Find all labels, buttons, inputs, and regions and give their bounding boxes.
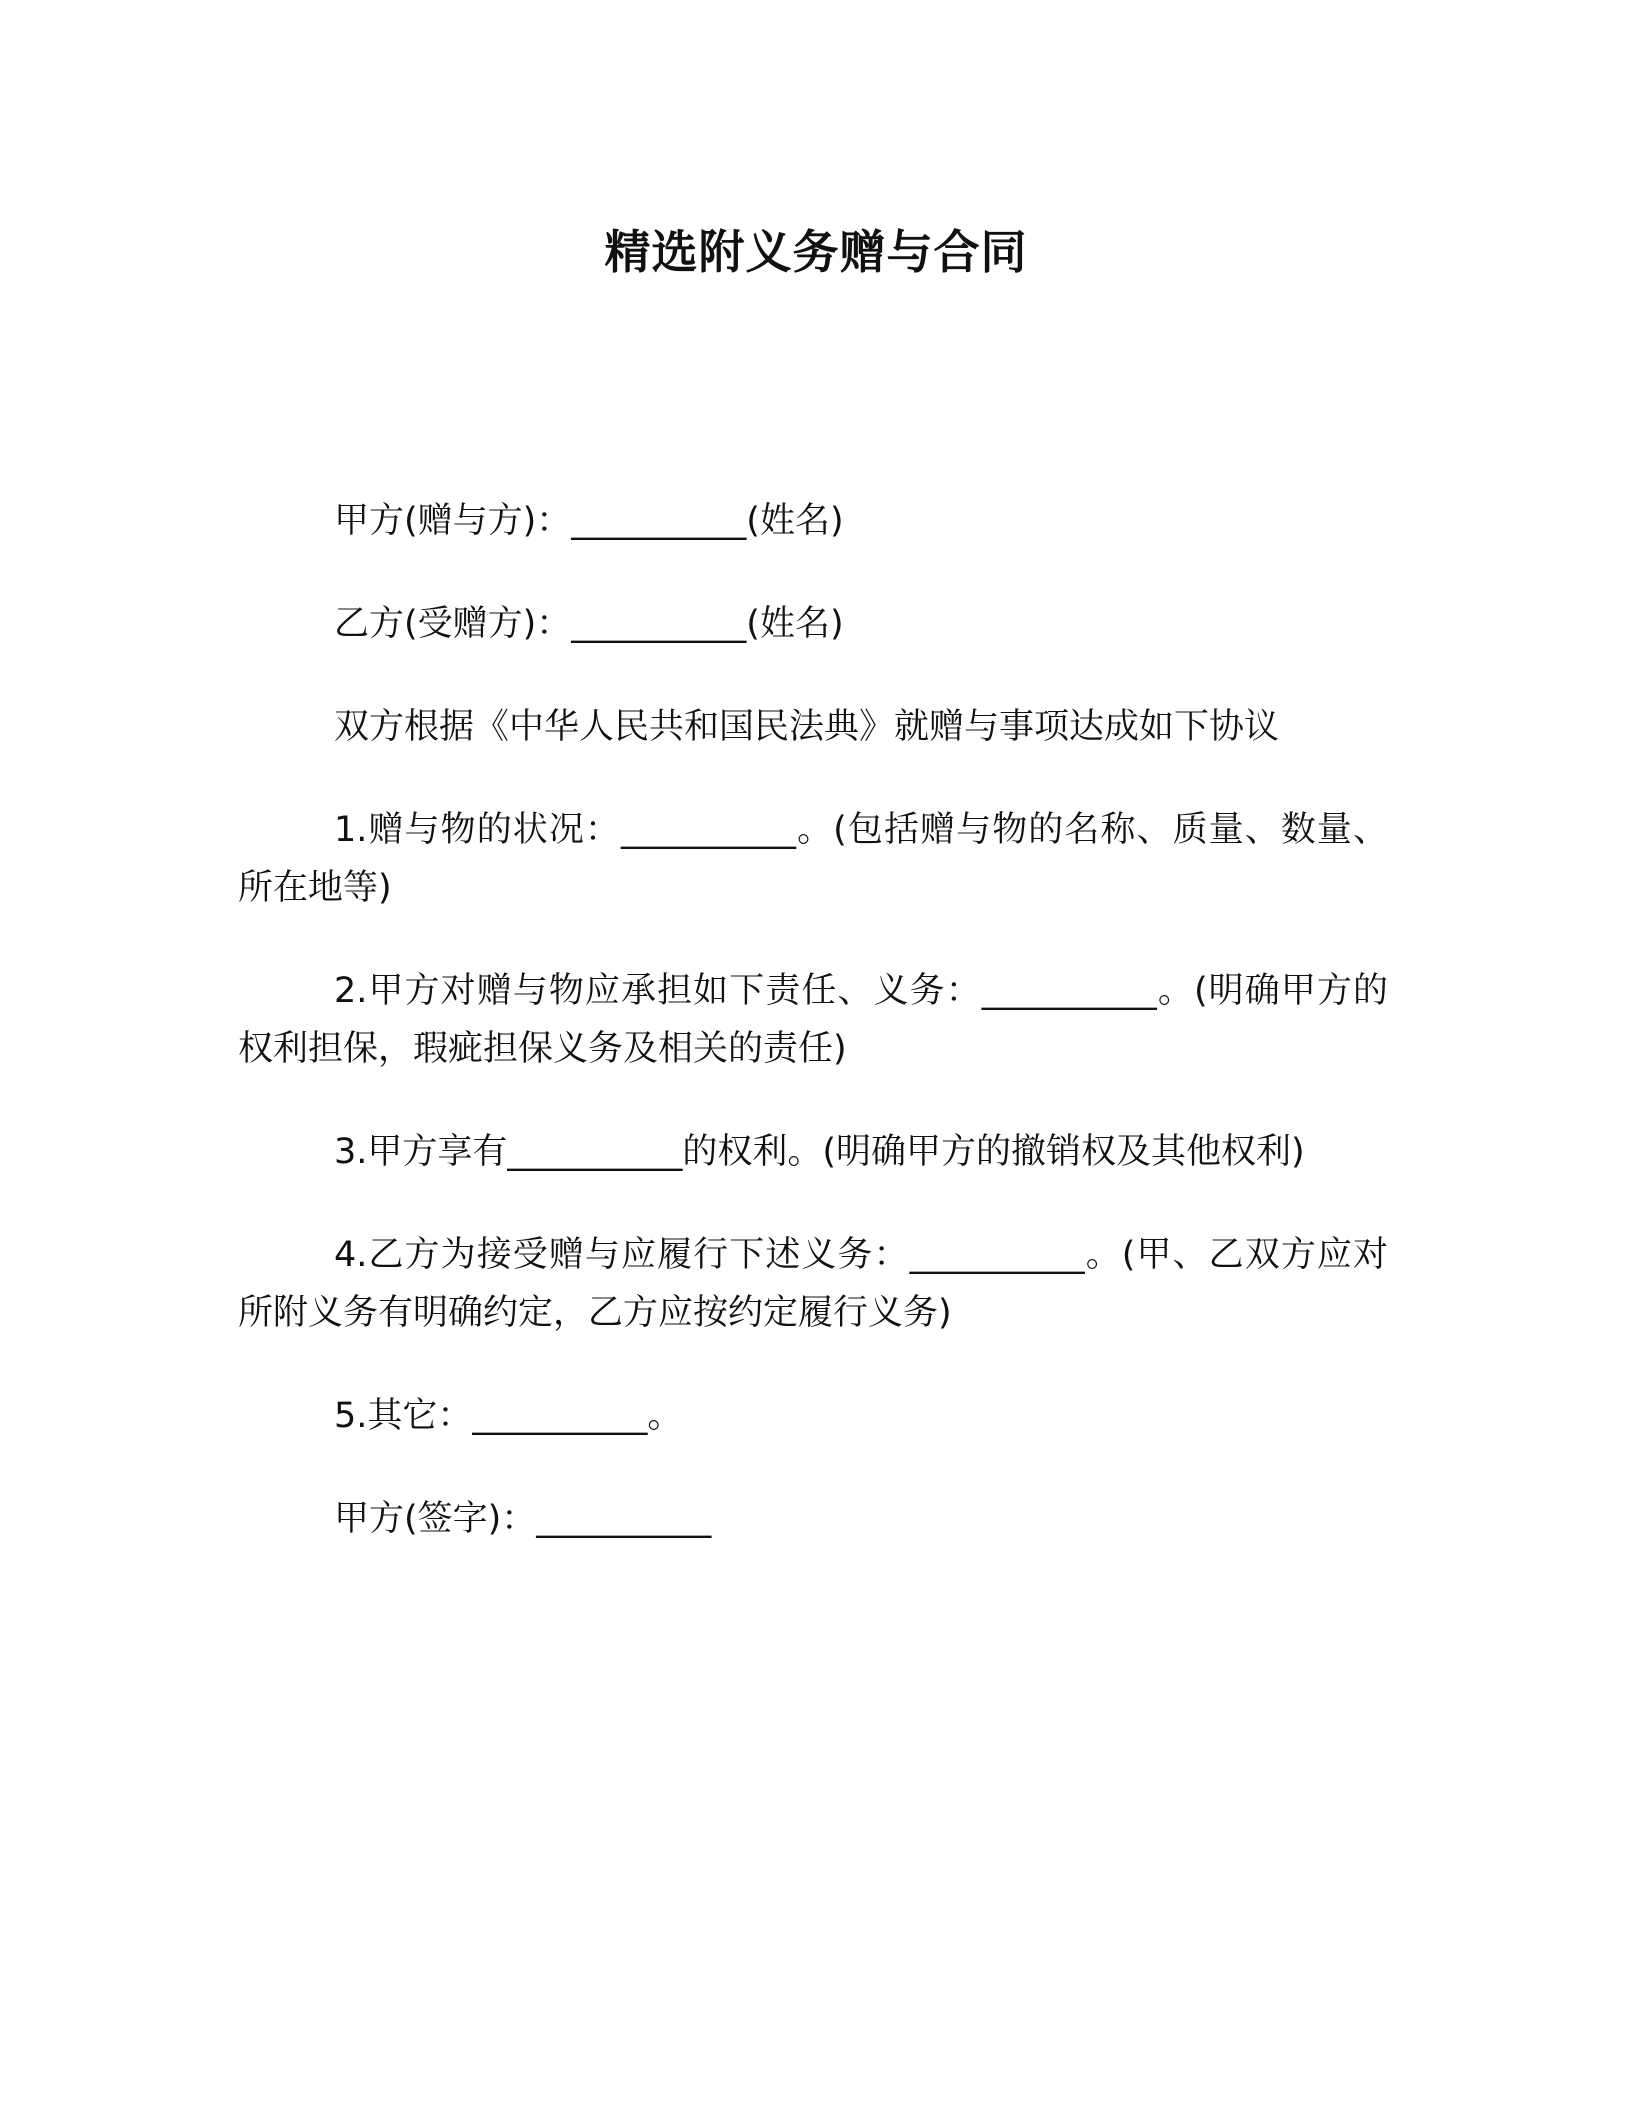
party-b-name-line: 乙方(受赠方)：__________(姓名)	[334, 604, 844, 644]
clause-1-gift-status: 1.赠与物的状况：__________。(包括赠与物的名称、质量、数量、所在地等)	[238, 810, 1388, 908]
clause-5-other: 5.其它：__________。	[334, 1396, 683, 1436]
document-body	[238, 492, 1388, 1593]
clause-3-donor-rights: 3.甲方享有__________的权利。(明确甲方的撤销权及其他权利)	[334, 1132, 1305, 1172]
clause-4-donee-obligations: 4.乙方为接受赠与应履行下述义务：__________。(甲、乙双方应对所附义务有明确约定，乙方应按约定履行义务)	[238, 1235, 1388, 1333]
agreement-preamble: 双方根据《中华人民共和国民法典》就赠与事项达成如下协议	[334, 707, 1280, 747]
party-a-name-line: 甲方(赠与方)：__________(姓名)	[334, 501, 844, 541]
party-a-signature-line: 甲方(签字)：__________	[334, 1499, 712, 1539]
document-title: 精选附义务赠与合同	[604, 225, 1028, 279]
clause-2-donor-obligations: 2.甲方对赠与物应承担如下责任、义务：__________。(明确甲方的权利担保，瑕疵担保义务及相关的责任)	[238, 971, 1388, 1069]
